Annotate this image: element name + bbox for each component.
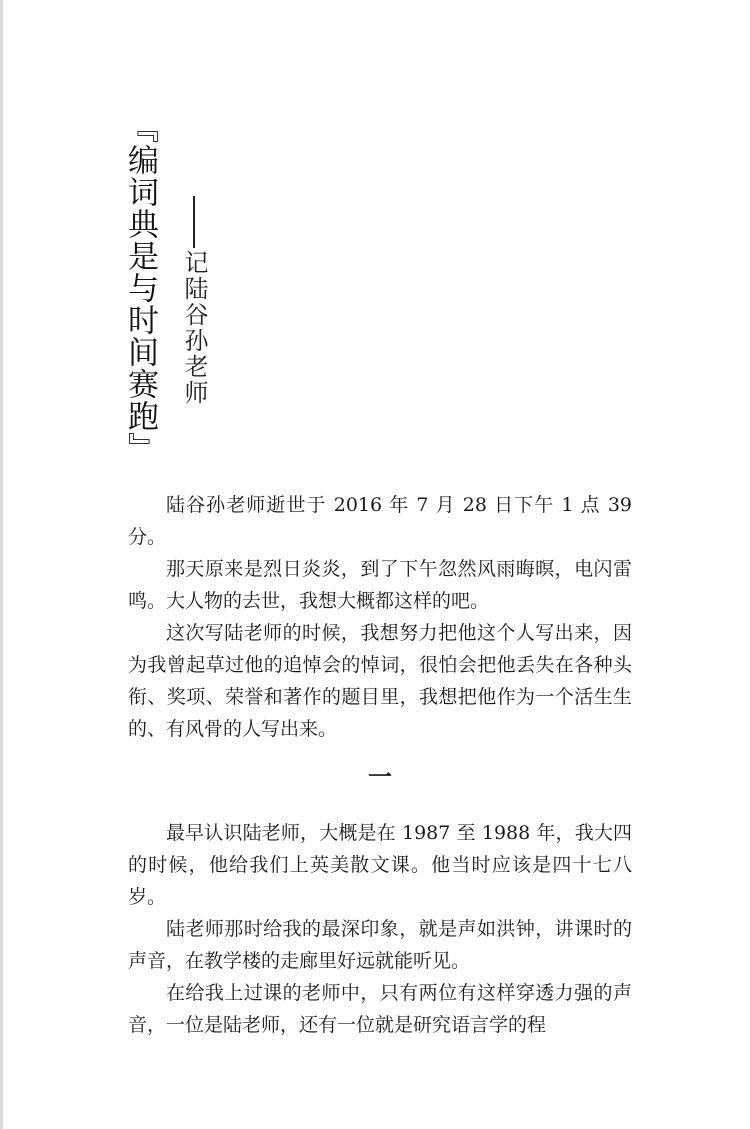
article-title: 『编词典是与时间赛跑』	[122, 112, 158, 464]
paragraph: 最早认识陆老师，大概是在 1987 至 1988 年，我大四的时候，他给我们上英美散文课。他当时应该是四十七八岁。	[128, 822, 632, 908]
article-body	[128, 489, 632, 1041]
paragraph: 陆谷孙老师逝世于 2016 年 7 月 28 日下午 1 点 39 分。	[128, 494, 632, 548]
article-subtitle-block	[178, 196, 212, 426]
paragraph: 这次写陆老师的时候，我想努力把他这个人写出来，因为我曾起草过他的追悼会的悼词，很怕会把他丢失在各种头衔、奖项、荣誉和著作的题目里，我想把他作为一个活生生的、有风骨的人写出来。	[128, 622, 632, 740]
paragraph: 那天原来是烈日炎炎，到了下午忽然风雨晦暝，电闪雷鸣。大人物的去世，我想大概都这样的吧。	[128, 558, 632, 612]
section-number: 一	[368, 762, 392, 791]
subtitle-dash	[193, 196, 195, 248]
paragraph: 在给我上过课的老师中，只有两位有这样穿透力强的声音，一位是陆老师，还有一位就是研究语言学的程	[128, 982, 632, 1036]
article-subtitle: 记陆谷孙老师	[180, 250, 208, 406]
paragraph: 陆老师那时给我的最深印象，就是声如洪钟，讲课时的声音，在教学楼的走廊里好远就能听见。	[128, 918, 632, 972]
page-left-edge	[0, 0, 3, 1129]
